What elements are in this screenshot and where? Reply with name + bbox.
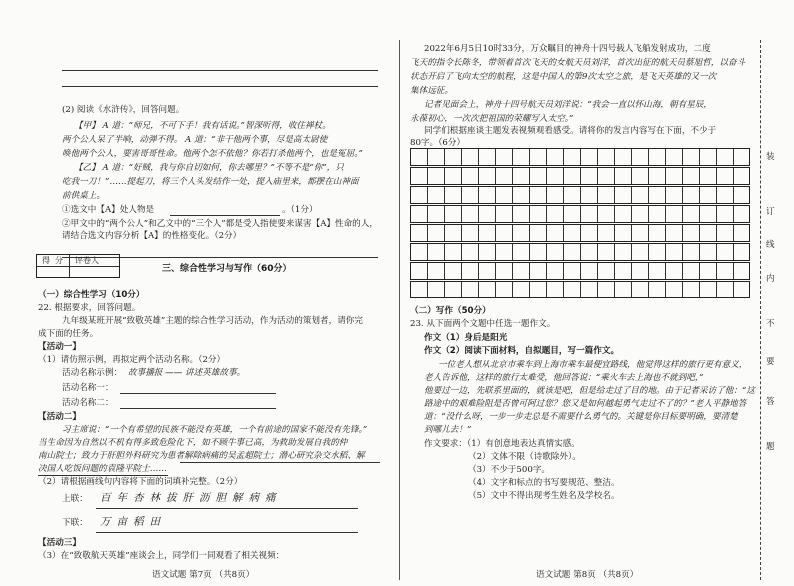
couplet-lower-blank[interactable]	[96, 532, 358, 533]
section-title: 三、综合性学习与写作（60分）	[162, 264, 292, 274]
intro-text: 成下面的任务。	[38, 329, 99, 339]
couplet-label: 下联：	[62, 518, 88, 528]
fill-blank[interactable]	[170, 215, 280, 216]
binding-line	[760, 40, 761, 580]
part-heading: （一）综合性学习（10分）	[38, 290, 145, 300]
material-text: 到哪儿去！”	[424, 425, 472, 435]
score-label: 得	[42, 256, 50, 265]
score-label: 分	[55, 256, 63, 265]
passage-line: 前供桌上。	[62, 191, 105, 201]
material-text: 他要过一边，先联系里面的，就该是吧，但是给走过了目的地。由于记者采访了他：“这	[424, 386, 755, 396]
activity-name-2-blank[interactable]	[120, 408, 276, 409]
material-text: 当生命因为自然以不机有得多致危险化下，如不顾牛事已高，为救助发展自我的仲	[38, 438, 348, 448]
couplet-upper: 百年杏林拔肝沥胆解病痛	[100, 492, 282, 504]
passage-line: 吃我一刀！”……提起刀，将三个人头发结作一处，提入庙里来，都摆在山神面	[62, 177, 359, 187]
grader-label: 评卷人	[75, 256, 99, 265]
answer-line	[62, 86, 378, 87]
news-text: 永葆初心，一次次把祖国的荣耀写入太空。”	[410, 114, 574, 124]
page-divider	[399, 40, 400, 580]
score-note: 。（1分）	[282, 205, 318, 215]
activity-question: （1）请仿照示例，再拟定两个活动名称。（2分）	[38, 355, 226, 365]
activity-question: （3）在“致敬航天英雄”座谈会上，同学们一同观看了相关视频：	[38, 551, 285, 561]
news-text: 2022年6月5日10时33分，万众瞩目的神舟十四号载人飞船发射成功，二度	[424, 44, 711, 54]
activity-heading: 【活动三】	[38, 538, 81, 548]
couplet-lower: 万亩稻田	[100, 516, 166, 528]
binding-char: 订	[766, 207, 775, 217]
material-text: 南山院士；致力于肝胆外科研究为患者解除病痛的吴孟超院士；潜心研究杂交水稻、解	[38, 451, 365, 461]
couplet-label: 上联：	[62, 494, 88, 504]
news-text: 集体远征。	[410, 86, 453, 96]
news-text: 飞天的指令长陈冬，带领着首次飞天的女航天员刘洋，首次出征的航天员蔡旭哲，以奋斗	[410, 58, 746, 68]
score-box	[36, 254, 120, 278]
passage-line: 唤他两个公人，要害哥哥性命。他两个怎不依他？你若打杀他两个，也是冤屈。”	[62, 149, 363, 159]
activity-name-1-blank[interactable]	[120, 393, 276, 394]
sub-question: ①选文中【A】处人物是	[62, 205, 155, 215]
passage-line: 两个公人呆了半响，动弹不得。 A 道：“非干他两个事，尽是高太尉使	[62, 135, 328, 145]
material-text: 路途中的艰难险阻是否曾可阿过您？您又是如何越起勇气走过不了的？”老人平静地答	[424, 399, 747, 409]
material-text: 道：“没什么呀，一步一步走总是不需要什么勇气的。关键是你目标要明确，要清楚	[424, 412, 738, 422]
material-text: 决国人吃饭问题的袁隆平院士……	[38, 464, 167, 474]
binding-char: 答	[766, 397, 775, 407]
news-text: 状态开启了飞向太空的航程，这是中国人的第9次太空之旅，是飞天英雄的又一次	[410, 72, 717, 82]
binding-char: 题	[766, 442, 775, 452]
news-text: 记者见面会上，神舟十四号航天员刘洋说：“我会一直以怀山海，朝有星辰，	[424, 100, 712, 110]
underline-mark	[38, 475, 168, 476]
essay-title-2: 作文（2）阅读下面材料，自拟题目，写一篇作文。	[424, 346, 620, 356]
example-text: 故事播报 —— 讲述英雄故事。	[128, 368, 246, 378]
activity-name-label: 活动名称二：	[62, 398, 114, 408]
sub-question: 请结合选文内容分析【A】的性格变化。（2分）	[62, 231, 242, 241]
part-heading: （二）写作（50分）	[410, 306, 491, 316]
underline-mark	[180, 462, 380, 463]
activity-question: （2）请根据画线句内容将下面的词填补完整。（2分）	[38, 477, 243, 487]
binding-char: 不	[766, 319, 775, 329]
question-stem: (2) 阅读《水浒传》，回答问题。	[62, 105, 185, 115]
requirement: （2）文体不限（诗歌除外）。	[468, 452, 581, 462]
material-text: 老人告诉他，这样的旅行太难受，他回答说：“乘火车去上海也不就到吧，”	[424, 373, 704, 383]
task-text: 80字。（6分）	[410, 138, 466, 148]
task-text: 同学们根据座谈主题发表视频观看感受。请将你的发言内容写在下面，不少于	[424, 126, 717, 136]
activity-heading: 【活动一】	[38, 342, 81, 352]
binding-char: 内	[766, 274, 775, 284]
requirement: 作文要求：（1）有创意地表达真情实感。	[424, 439, 580, 449]
sub-question: ②甲文中的“两个公人”和乙文中的“三个人”都是受人指使要来谋害【A】性命的人，	[62, 219, 378, 229]
activity-heading: 【活动二】	[38, 412, 81, 422]
requirement: （4）文字和标点的书写要规范、整洁。	[468, 478, 620, 488]
activity-name-label: 活动名称一：	[62, 383, 114, 393]
intro-text: 九年级某班开展“致敬英雄”主题的综合性学习活动，作为活动的策划者，请你完	[62, 316, 363, 326]
binding-char: 要	[766, 357, 775, 367]
requirement: （5）文中不得出现考生姓名及学校名。	[468, 491, 620, 501]
binding-char: 装	[766, 152, 775, 162]
passage-line: 【甲】 A 道：“师兄，不可下手！我有话说。”智深听得，收住禅杖。	[74, 121, 331, 131]
requirement: （3）不少于500字。	[468, 465, 551, 475]
page-footer: 语文试题 第7页 （共8页）	[152, 570, 255, 580]
question-number: 22. 根据要求，回答问题。	[38, 303, 141, 313]
material-text: 一位老人想从北京市乘车到上海市乘车最便宜路线，他觉得这样的旅行更有意义，	[438, 360, 748, 370]
material-text: 习主席说：“一个有希望的民族不能没有英雄，一个有前途的国家不能没有先锋。”	[62, 425, 368, 435]
question-number: 23. 从下面两个文题中任选一题作文。	[410, 319, 556, 329]
example-label: 活动名称示例：	[62, 368, 123, 378]
page-footer: 语文试题 第8页 （共8页）	[536, 570, 639, 580]
binding-char: 线	[766, 240, 775, 250]
passage-line: 【乙】 A 道：“好贼，我与你自切如何，你去哪里？”不等不是“你”，只	[74, 163, 344, 173]
answer-line	[62, 70, 378, 71]
essay-title-1: 作文（1）身后是阳光	[424, 333, 508, 343]
